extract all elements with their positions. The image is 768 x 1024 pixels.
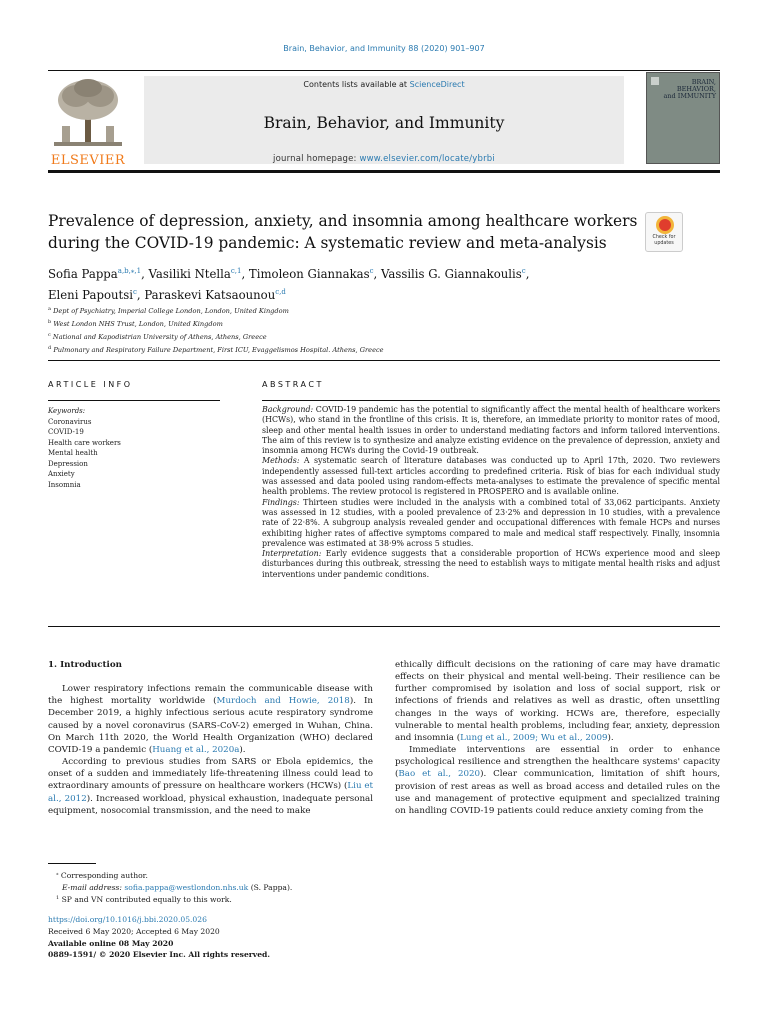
author-name[interactable]: Sofia Pappa (48, 267, 118, 281)
footnote-text: SP and VN contributed equally to this work. (61, 895, 232, 904)
article-info-heading: ARTICLE INFO (48, 380, 133, 389)
keyword-item: Coronavirus (48, 417, 92, 426)
author-name[interactable]: Paraskevi Katsaounou (144, 288, 276, 302)
email-suffix: (S. Pappa). (248, 882, 293, 892)
body-paragraph (48, 683, 373, 756)
author-affiliation-marker[interactable]: c (521, 267, 526, 275)
footnotes (48, 869, 448, 906)
homepage-line (144, 154, 624, 164)
keyword-item: Insomnia (48, 480, 81, 489)
author-name[interactable]: Vasiliki Ntella (148, 267, 231, 281)
cover-title-line: and IMMUNITY (663, 92, 716, 100)
contents-line (144, 80, 624, 89)
copyright-line: 0889-1591/ © 2020 Elsevier Inc. All rights reserved. (48, 950, 270, 960)
affiliation-item (48, 343, 668, 356)
masthead-top-rule (48, 70, 720, 71)
journal-cover-thumbnail[interactable] (646, 72, 720, 164)
keyword-item: Mental health (48, 449, 98, 457)
section-heading-introduction: 1. Introduction (48, 660, 122, 670)
keyword-item: Depression (48, 459, 88, 468)
body-text: Lower respiratory infections remain the communicable disease with the highest mortality worldwide ( (48, 684, 373, 707)
reference-link[interactable]: Bao et al., 2020 (398, 769, 481, 780)
body-text: ). (239, 744, 246, 755)
abstract-interpretation-label: Interpretation: (262, 549, 322, 559)
author-affiliation-marker[interactable]: a,b,⁎,1 (117, 267, 142, 275)
body-text: ). In December 2019, a highly infectious serious acute respiratory syndrome caused by a novel coronavirus (SARS-CoV-2) emerged in Wuhan, China. On March 11th 2020, the World Health Organization (WHO) declared COVID-19 a pandemic ( (48, 696, 373, 755)
cover-title (650, 79, 716, 100)
abstract-methods-text: A systematic search of literature databases was conducted up to April 17th, 2020. Two reviewers independently assessed full-text articles according to predefined criteria. Risk of bias for each individual study was assessed and data pooled using random-effects meta-analyses to estimate the prevalence of specific mental health problems. The review protocol is registered in PROSPERO and is available online. (262, 456, 720, 497)
author-separator: , (141, 267, 149, 281)
affiliation-text: National and Kapodistrian University of Athens, Athens, Greece (52, 333, 267, 341)
publication-info (48, 914, 448, 961)
journal-citation-link[interactable]: Brain, Behavior, and Immunity 88 (2020) 901–907 (283, 44, 485, 53)
abstract-methods (262, 456, 720, 497)
footnote-text: Corresponding author. (60, 871, 148, 880)
crossmark-label: Check for updates (652, 235, 676, 246)
footnote-marker: ⁎ (56, 871, 59, 877)
abstract-background-label: Background: (262, 405, 314, 414)
footnote-email (48, 882, 448, 894)
elsevier-logo (48, 76, 128, 166)
abstract-bottom-rule (48, 626, 720, 627)
footnote-rule (48, 863, 96, 864)
body-text: ). (607, 732, 614, 743)
homepage-prefix: journal homepage: (273, 154, 360, 164)
abstract-background (262, 405, 720, 456)
crossmark-icon (656, 216, 674, 234)
author-separator: , (525, 267, 530, 281)
elsevier-wordmark: ELSEVIER (50, 153, 126, 168)
masthead-bottom-rule (48, 170, 720, 173)
affiliation-marker: d (48, 345, 52, 351)
sciencedirect-link[interactable]: ScienceDirect (409, 80, 465, 89)
keyword-item: Anxiety (48, 470, 75, 478)
keywords-label: Keywords: (48, 407, 86, 415)
available-online-date: Available online 08 May 2020 (48, 938, 174, 948)
author-list (48, 262, 668, 304)
cover-title-line: BRAIN, (691, 78, 716, 86)
author-affiliation-marker[interactable]: c (132, 288, 137, 296)
abstract-interpretation (262, 549, 720, 580)
reference-link[interactable]: Murdoch and Howie, 2018 (216, 696, 350, 707)
body-paragraph (395, 744, 720, 817)
email-link[interactable]: sofia.pappa@westlondon.nhs.uk (124, 882, 249, 892)
masthead-banner (144, 76, 624, 164)
body-text: ethically difficult decisions on the rationing of care may have dramatic effects on their physical and mental well-being. Their resilience can be further compromised by isolation and loss of social support, risk or infections of friends and relatives as well as drastic, often unsettling changes in the ways of working. HCWs are, therefore, especially vulnerable to mental health problems, including fear, anxiety, depression and insomnia ( (395, 660, 720, 743)
footnote-corresponding (48, 869, 448, 882)
author-separator: , (373, 267, 381, 281)
affiliation-marker: c (48, 332, 51, 338)
footnote-equal-contribution (48, 893, 448, 906)
abstract-methods-label: Methods: (262, 456, 300, 466)
affiliation-list (48, 304, 668, 356)
abstract-background-text: COVID-19 pandemic has the potential to significantly affect the mental health of healthcare workers (HCWs), who stand in the frontline of this crisis. It is, therefore, an immediate priority to monitor rates of mood, sleep and other mental health issues in order to understand mediating factors and inform tailored interventions. The aim of this review is to synthesize and analyze existing evidence on the prevalence of depression, anxiety and insomnia among HCWs during the Covid-19 outbreak. (262, 405, 720, 456)
body-right-column (395, 659, 720, 817)
keyword-item: Health care workers (48, 438, 121, 447)
affiliation-item (48, 330, 668, 343)
abstract-interpretation-text: Early evidence suggests that a considerable proportion of HCWs experience mood and sleep disturbances during this outbreak, stressing the need to establish ways to mitigate mental health risks and adjust interventions under pandemic conditions. (262, 549, 720, 579)
keywords-block (48, 406, 228, 490)
doi-link[interactable]: https://doi.org/10.1016/j.bbi.2020.05.026 (48, 915, 207, 924)
journal-name: Brain, Behavior, and Immunity (263, 114, 505, 132)
body-paragraph (48, 756, 373, 817)
received-dates: Received 6 May 2020; Accepted 6 May 2020 (48, 926, 220, 936)
body-text: According to previous studies from SARS or Ebola epidemics, the onset of a sudden and immediately life-threatening illness could lead to extraordinary amounts of pressure on healthcare workers (HCWs) ( (48, 757, 373, 792)
abstract-findings-text: Thirteen studies were included in the analysis with a combined total of 33,062 participants. Anxiety was assessed in 12 studies, with a pooled prevalence of 23·2% and depression in 10 studies, with a prevalence rate of 22·8%. A subgroup analysis revealed gender and occupational differences with female HCPs and nurses exhibiting higher rates of affective symptoms compared to male and medical staff respectively. Finally, insomnia prevalence was estimated at 38·9% across 5 studies. (262, 497, 720, 548)
reference-link[interactable]: Huang et al., 2020a (152, 744, 240, 755)
affiliation-marker: b (48, 319, 52, 325)
affiliation-marker: a (48, 306, 51, 312)
article-title: Prevalence of depression, anxiety, and insomnia among healthcare workers during the COVID-19 pandemic: A systematic review and meta-analysis (48, 212, 638, 252)
author-affiliation-marker[interactable]: c (369, 267, 374, 275)
abstract-rule (262, 400, 720, 401)
elsevier-tree-icon (48, 76, 128, 152)
journal-masthead (48, 72, 720, 168)
body-text: Immediate interventions are essential in order to enhance psychological resilience and strengthen the healthcare systems' capacity ( (395, 745, 720, 780)
body-paragraph (395, 659, 720, 744)
affiliation-text: Pulmonary and Respiratory Failure Department, First ICU, Evaggelismos Hospital. Athens, Greece (53, 346, 384, 354)
affiliation-text: Dept of Psychiatry, Imperial College London, London, United Kingdom (53, 307, 289, 315)
article-info-rule (48, 400, 220, 401)
body-text: ). Increased workload, physical exhaustion, inadequate personal equipment, nosocomial transmission, and the need to make (48, 793, 373, 816)
email-label: E-mail address: (62, 882, 122, 892)
header-divider (48, 360, 720, 361)
reference-link[interactable]: Liu et al., 2012 (48, 781, 373, 804)
affiliation-text: West London NHS Trust, London, United Kingdom (53, 320, 223, 328)
abstract-text (262, 405, 720, 580)
affiliation-item (48, 304, 668, 317)
body-text: ). Clear communication, limitation of shift hours, provision of rest areas as well as broad access and detailed rules on the use and management of protective equipment and specialized training on handling COVID-19 patients could reduce anxiety coming from the (395, 769, 720, 816)
author-affiliation-marker[interactable]: c,d (275, 288, 286, 296)
body-left-column (48, 659, 373, 817)
author-name[interactable]: Vassilis G. Giannakoulis (380, 267, 522, 281)
cover-title-line: BEHAVIOR, (676, 85, 716, 93)
author-name[interactable]: Timoleon Giannakas (248, 267, 370, 281)
footnote-marker: 1 (56, 895, 60, 901)
author-separator: , (136, 288, 145, 302)
abstract-findings (262, 498, 720, 549)
author-separator: , (241, 267, 249, 281)
affiliation-item (48, 317, 668, 330)
contents-prefix: Contents lists available at (303, 80, 410, 89)
homepage-link[interactable]: www.elsevier.com/locate/ybrbi (359, 154, 495, 164)
check-for-updates-button[interactable] (645, 212, 683, 252)
reference-link[interactable]: Lung et al., 2009; Wu et al., 2009 (460, 732, 608, 743)
abstract-heading: ABSTRACT (262, 380, 324, 389)
author-name[interactable]: Eleni Papoutsi (48, 288, 133, 302)
keyword-item: COVID-19 (48, 428, 84, 436)
author-affiliation-marker[interactable]: c,1 (230, 267, 242, 275)
abstract-findings-label: Findings: (262, 497, 300, 507)
